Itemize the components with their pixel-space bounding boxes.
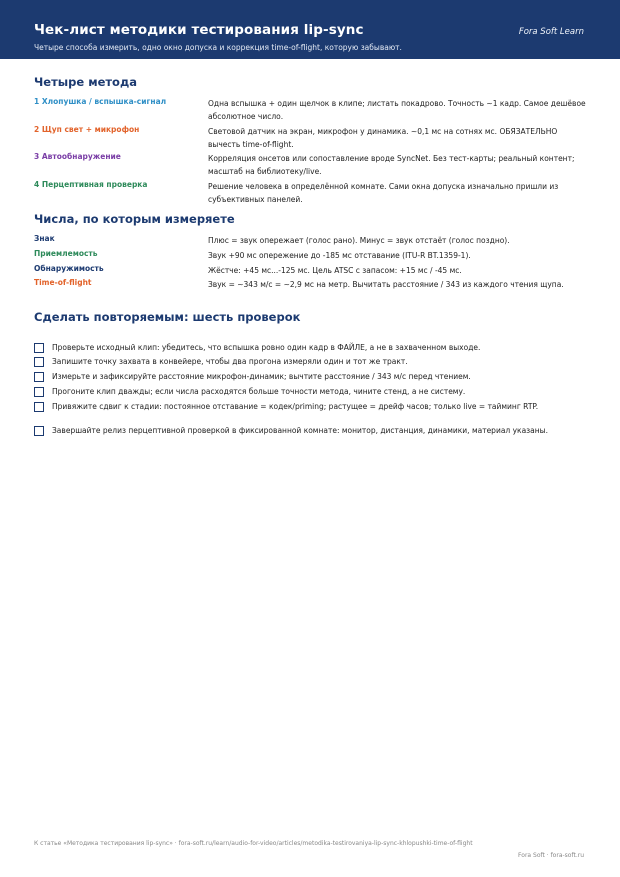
method-desc: Корреляция онсетов или сопоставление вроде SyncNet. Без тест-карты; реальный контент; масштаб на библиотеку/live. [208,154,575,176]
method-term: 4 Перцептивная проверка [34,180,148,189]
method-term: 2 Щуп свет + микрофон [34,125,140,134]
checks-heading: Сделать повторяемым: шесть проверок [34,310,301,324]
checkbox[interactable] [34,357,44,367]
footer-brand: Fora Soft · fora-soft.ru [518,852,584,859]
checklist-item-text: Прогоните клип дважды; если числа расходятся больше точности метода, чините стенд, а не систему. [52,387,466,396]
method-term: 1 Хлопушка / вспышка-сигнал [34,97,167,106]
page-title: Чек-лист методики тестирования lip-sync [34,22,364,38]
number-desc: Звук = ~343 м/с = ~2,9 мс на метр. Вычитать расстояние / 343 из каждого чтения щупа. [208,280,564,289]
method-desc: Световой датчик на экран, микрофон у динамика. ~0,1 мс на сотнях мс. ОБЯЗАТЕЛЬНО вычесть time-of-flight. [208,127,558,149]
number-term: Знак [34,234,55,243]
checklist-item-text: Привяжите сдвиг к стадии: постоянное отставание = кодек/priming; растущее = дрейф часов; только live = тайминг RTP. [52,402,539,411]
checklist-item-text: Проверьте исходный клип: убедитесь, что вспышка ровно один кадр в ФАЙЛЕ, а не в захваченном выходе. [52,343,481,352]
brand-label: Fora Soft Learn [518,27,584,37]
number-term: Time-of-flight [34,278,92,287]
method-term: 3 Автообнаружение [34,152,121,161]
number-desc: Плюс = звук опережает (голос рано). Минус = звук отстаёт (голос поздно). [208,236,510,245]
checkbox[interactable] [34,372,44,382]
footer-source-link[interactable]: К статье «Методика тестирования lip-sync» · fora-soft.ru/learn/audio-for-video/articles/metodika-testirovaniya-lip-sync-khlopushki-time-of-flight [34,840,473,847]
checkbox[interactable] [34,343,44,353]
checkbox[interactable] [34,387,44,397]
checklist-item-text: Запишите точку захвата в конвейере, чтобы два прогона измеряли один и тот же тракт. [52,357,408,366]
checklist-item-text: Завершайте релиз перцептивной проверкой в фиксированной комнате: монитор, дистанция, динамики, материал указаны. [52,426,548,435]
methods-heading: Четыре метода [34,75,138,89]
method-desc: Решение человека в определённой комнате. Сами окна допуска изначально пришли из субъективных панелей. [208,182,559,204]
page-subtitle: Четыре способа измерить, одно окно допуска и коррекция time-of-flight, которую забывают. [34,43,402,52]
checkbox[interactable] [34,426,44,436]
page-header [0,0,620,59]
checklist-item-text: Измерьте и зафиксируйте расстояние микрофон-динамик; вычтите расстояние / 343 м/с перед чтением. [52,372,471,381]
method-desc: Одна вспышка + один щелчок в клипе; листать покадрово. Точность ~1 кадр. Самое дешёвое абсолютное число. [208,99,586,121]
number-desc: Звук +90 мс опережение до -185 мс отставание (ITU-R BT.1359-1). [208,251,471,260]
number-term: Приемлемость [34,249,98,258]
checkbox[interactable] [34,402,44,412]
numbers-heading: Числа, по которым измеряете [34,212,235,226]
number-desc: Жёстче: +45 мс...-125 мс. Цель ATSC с запасом: +15 мс / -45 мс. [208,266,462,275]
number-term: Обнаружимость [34,264,104,273]
